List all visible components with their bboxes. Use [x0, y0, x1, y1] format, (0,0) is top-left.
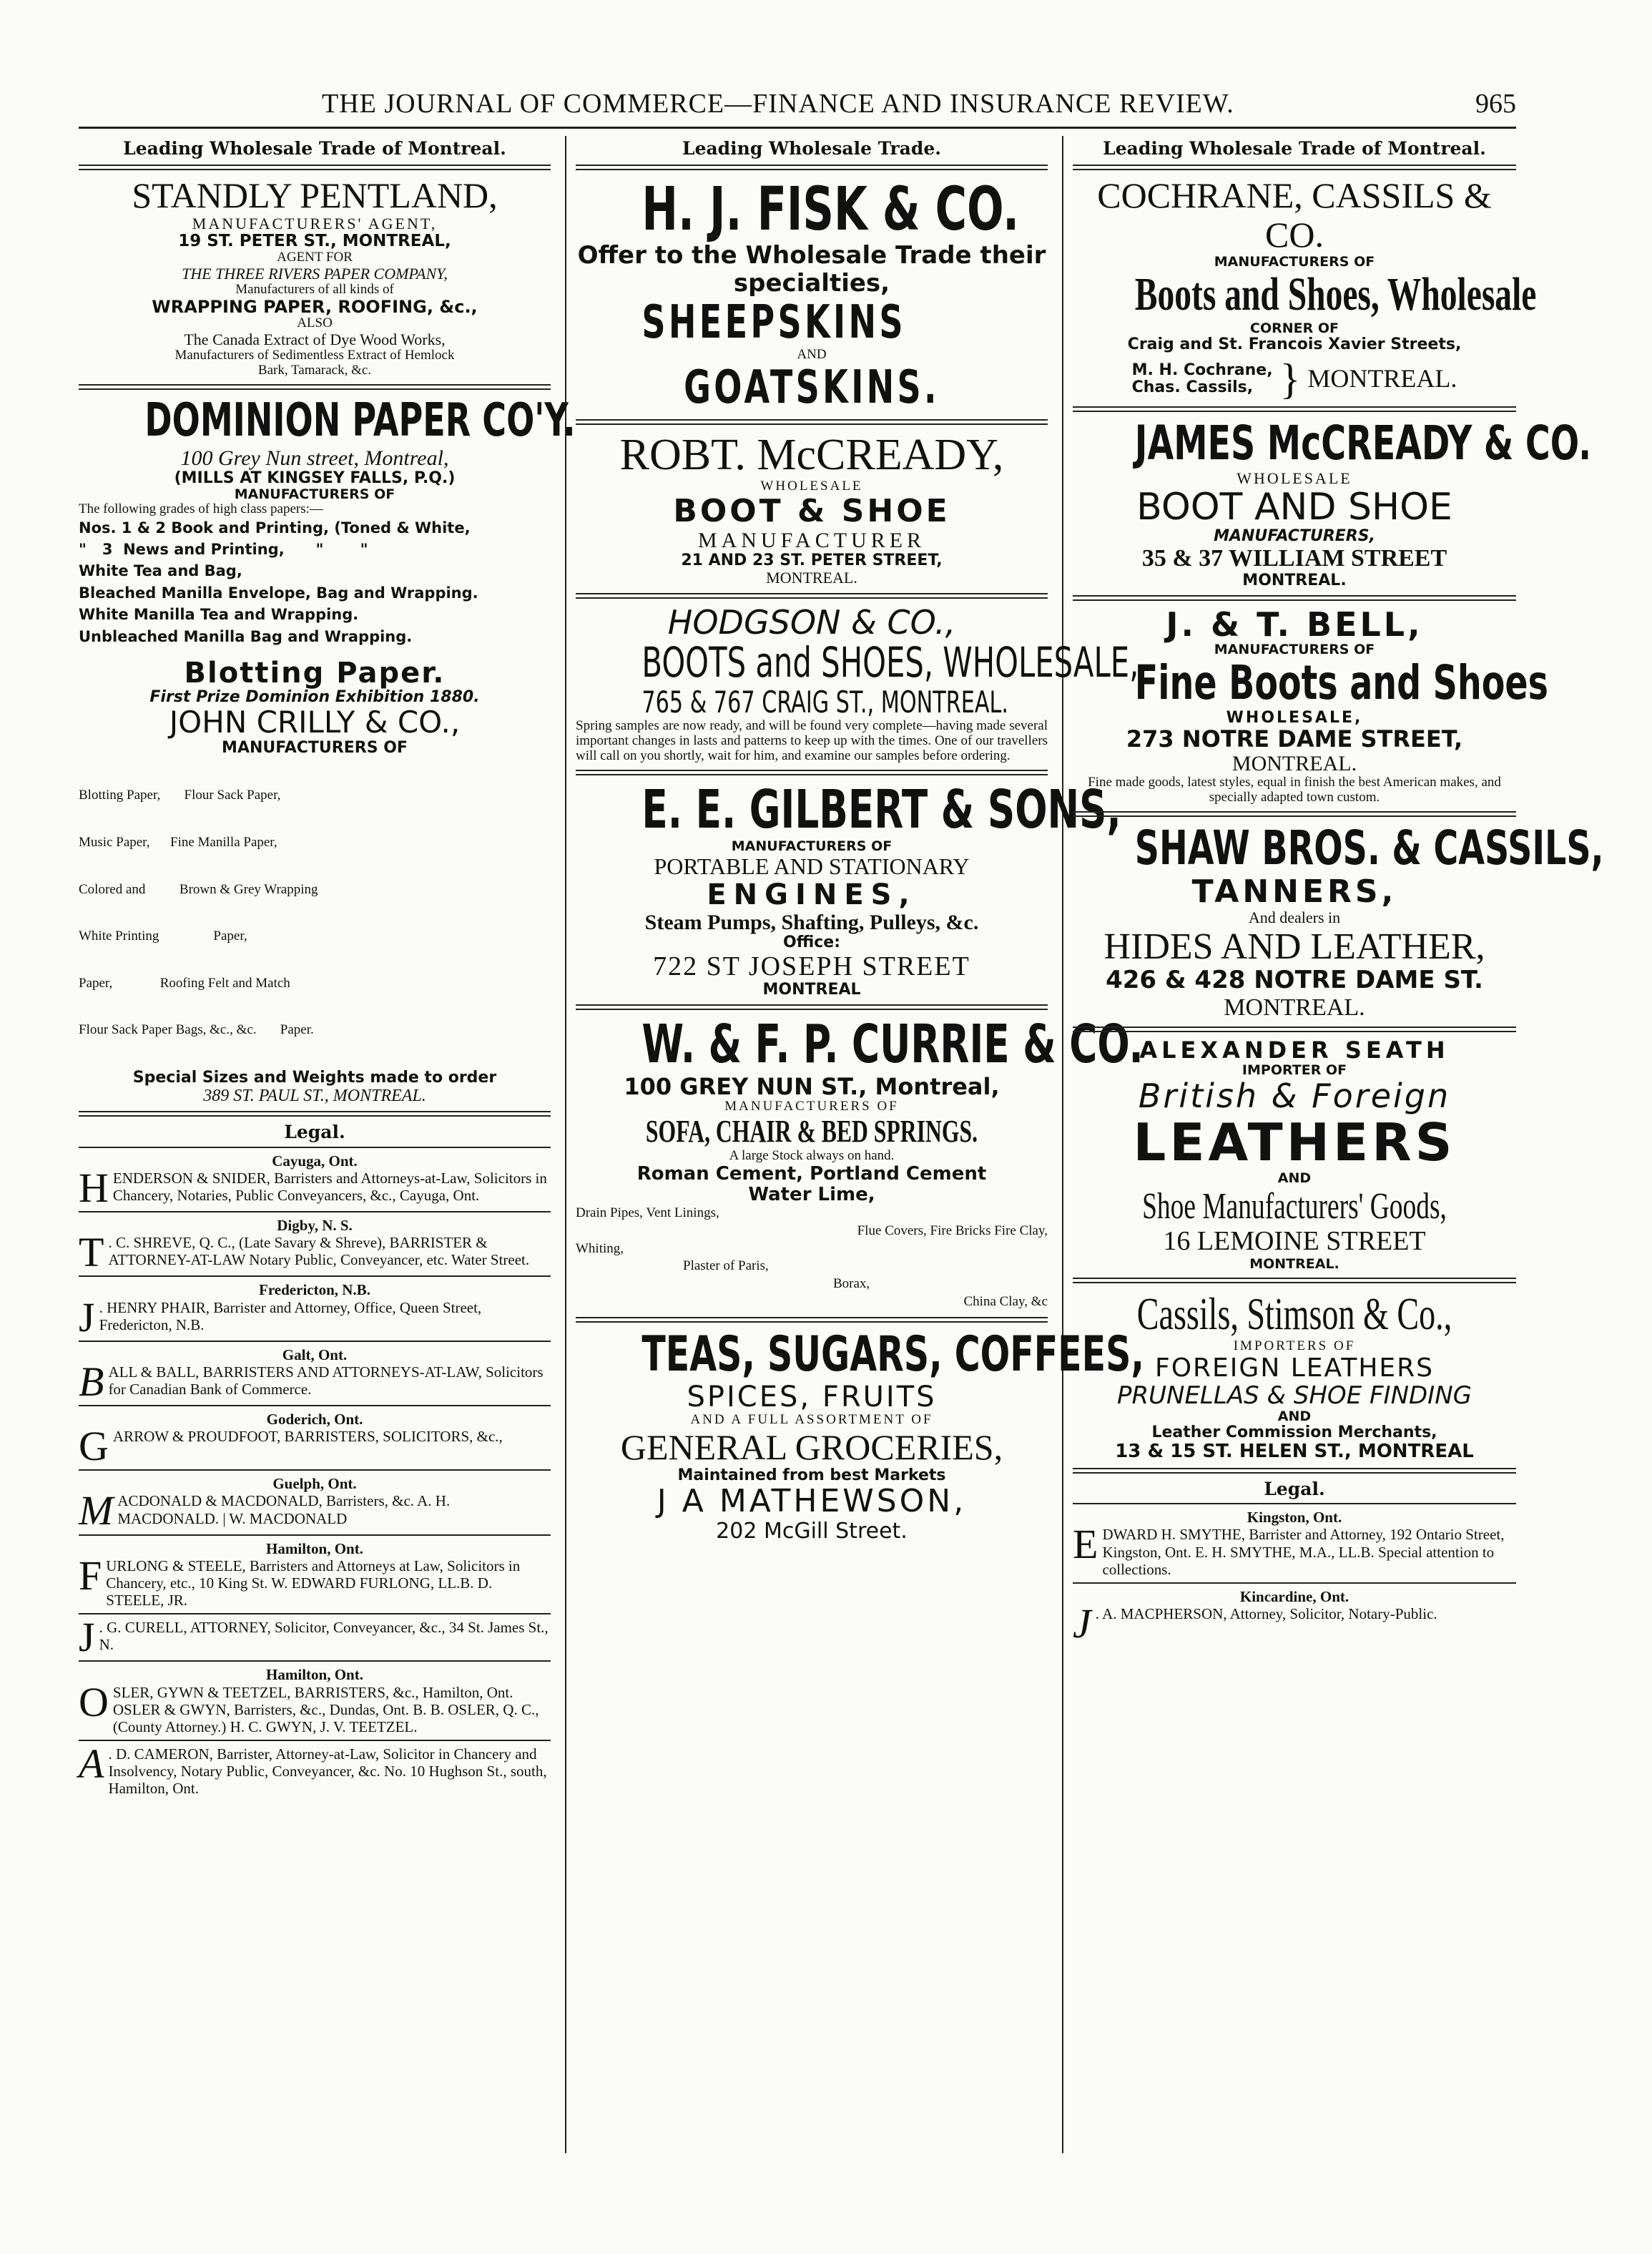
ad-line: MANUFACTURERS OF: [234, 486, 395, 502]
legal-text: . C. SHREVE, Q. C., (Late Savary & Shreve), BARRISTER & ATTORNEY-AT-LAW Notary Public, Conveyancer, etc. Water Street.: [108, 1234, 530, 1269]
column-middle: [576, 136, 1144, 2153]
ad-line: AND: [1277, 1170, 1312, 1187]
legal-entry: [79, 1666, 551, 1735]
rule: [1073, 811, 1516, 817]
ad-ee-gilbert: [576, 778, 1121, 999]
legal-place: Guelph, Ont.: [272, 1475, 357, 1493]
rule: [576, 165, 1048, 170]
rule: [79, 1660, 551, 1662]
ad-name: ALEXANDER SEATH: [1139, 1037, 1450, 1064]
ad-line: Manufacturers of Sedimentless Extract of Hemlock: [174, 348, 455, 363]
ad-line: WHOLESALE: [760, 478, 863, 494]
legal-text: ARROW & PROUDFOOT, BARRISTERS, SOLICITORS, &c.,: [112, 1428, 503, 1446]
legal-initial: B: [79, 1358, 104, 1405]
ad-line: MANUFACTURERS OF: [222, 738, 408, 757]
ad-heading: Blotting Paper.: [184, 657, 446, 690]
ad-line: And dealers in: [1248, 908, 1341, 927]
legal-text: . D. CAMERON, Barrister, Attorney-at-Law, Solicitor in Chancery and Insolvency, Notary Public, Conveyancer, &c. No. 10 Hughson St., south, Hamilton, Ont.: [108, 1745, 547, 1798]
ad-product: BOOT AND SHOE: [1136, 485, 1452, 529]
ad-mathewson: [576, 1326, 1144, 1544]
ad-product-list: [576, 1205, 1048, 1310]
ad-name: JAMES McCREADY & CO.: [1134, 416, 1592, 471]
ad-address: 100 Grey Nun street, Montreal,: [180, 446, 449, 470]
ad-partners: [1073, 358, 1516, 401]
legal-text: URLONG & STEELE, Barristers and Attorneys at Law, Solicitors in Chancery, etc., 10 King St. W. EDWARD FURLONG, LL.B. D. STEELE, JR.: [106, 1557, 521, 1609]
ad-line: MONTREAL.: [1224, 994, 1365, 1021]
ad-name: W. & F. P. CURRIE & CO.: [641, 1014, 1144, 1076]
ad-address: 389 ST. PAUL ST., MONTREAL.: [203, 1086, 426, 1105]
ad-name: DOMINION PAPER CO'Y.: [144, 394, 576, 448]
product-line: White Printing Paper,: [79, 928, 247, 944]
legal-text: ALL & BALL, BARRISTERS AND ATTORNEYS-AT-LAW, Solicitors for Canadian Bank of Commerce.: [108, 1363, 544, 1398]
rule: [1073, 165, 1516, 170]
ad-address: 100 GREY NUN ST., Montreal,: [624, 1072, 1000, 1100]
ad-line: MONTREAL.: [1307, 364, 1457, 393]
legal-entry: [79, 1346, 551, 1405]
ad-name: ROBT. McCREADY,: [619, 430, 1004, 479]
product-line: Paper, Roofing Felt and Match: [79, 975, 290, 991]
legal-entry: [1073, 1509, 1516, 1578]
product-line: Plaster of Paris,: [683, 1258, 769, 1274]
legal-entry: [79, 1614, 551, 1661]
ad-product: Boots and Shoes, Wholesale: [1134, 268, 1537, 321]
rule: [79, 1341, 551, 1342]
ad-line: THE THREE RIVERS PAPER COMPANY,: [182, 264, 448, 283]
product-line: Borax,: [833, 1276, 870, 1292]
ad-line: Manufacturers of all kinds of: [235, 282, 394, 298]
product-line: Music Paper, Fine Manilla Paper,: [79, 834, 277, 850]
rule: [79, 1405, 551, 1406]
column-right: [1073, 136, 1604, 2153]
ad-product: BOOT & SHOE: [673, 492, 950, 529]
ad-line: First Prize Dominion Exhibition 1880.: [149, 688, 480, 707]
section-caption: Leading Wholesale Trade of Montreal.: [123, 138, 506, 159]
ad-line: PORTABLE AND STATIONARY: [654, 853, 970, 880]
rule: [1073, 1026, 1516, 1032]
ad-line: AGENT FOR: [277, 249, 353, 265]
header-rule: [79, 127, 1516, 129]
ad-line: The following grades of high class papers:—: [79, 501, 323, 516]
ad-line: PRUNELLAS & SHOE FINDING: [1117, 1381, 1472, 1410]
legal-initial: A: [79, 1740, 104, 1787]
ad-john-crilly: [79, 657, 551, 1105]
legal-text: SLER, GYWN & TEETZEL, BARRISTERS, &c., Hamilton, Ont. OSLER & GWYN, Barristers, &c., Dundas, Ont. B. B. OSLER, Q. C., (County Attorney.) H. C. GWYN, J. V. TEETZEL.: [112, 1683, 539, 1735]
ad-address: 19 ST. PETER ST., MONTREAL,: [178, 231, 451, 250]
legal-place: Kingston, Ont.: [1247, 1509, 1342, 1527]
ad-name: E. E. GILBERT & SONS,: [641, 778, 1121, 841]
legal-entry: [79, 1740, 551, 1798]
ad-line: MANUFACTURERS OF: [731, 838, 893, 855]
legal-initial: M: [79, 1487, 114, 1534]
legal-place: Fredericton, N.B.: [259, 1281, 370, 1299]
ad-hj-fisk: [576, 173, 1048, 415]
legal-initial: G: [79, 1423, 109, 1470]
ad-line: Leather Commission Merchants,: [1151, 1423, 1437, 1441]
journal-title: THE JOURNAL OF COMMERCE—FINANCE AND INSURANCE REVIEW.: [322, 89, 1234, 119]
legal-place: Digby, N. S.: [277, 1217, 353, 1235]
partner-name: Chas. Cassils,: [1131, 378, 1254, 397]
section-caption: Leading Wholesale Trade.: [682, 138, 941, 159]
ad-jt-bell: [1073, 604, 1548, 805]
product-line: Colored and Brown & Grey Wrapping: [79, 881, 318, 897]
ad-product: BOOTS and SHOES, WHOLESALE,: [641, 638, 1139, 687]
ad-cassils-stimson: [1073, 1289, 1516, 1462]
grade-item: Nos. 1 & 2 Book and Printing, (Toned & White,: [79, 519, 471, 536]
legal-initial: J: [79, 1293, 95, 1341]
brace-glyph: }: [1279, 356, 1301, 403]
ad-line: ALSO: [297, 315, 333, 331]
legal-text: . G. CURELL, ATTORNEY, Solicitor, Conveyancer, &c., 34 St. James St., N.: [99, 1619, 549, 1654]
ad-line: MONTREAL: [762, 981, 861, 999]
ad-line: Maintained from best Markets: [677, 1466, 946, 1485]
rule: [1073, 1582, 1516, 1584]
ad-body: Spring samples are now ready, and will be found very complete—having made several important changes in lasts and patterns to keep up with the times. One of our travellers will call on you shortly, wait for him, and examine our samples before ordering.: [576, 718, 1048, 763]
ad-product: FOREIGN LEATHERS: [1155, 1353, 1434, 1383]
product-line: China Clay, &c: [963, 1293, 1048, 1309]
product-line: Whiting,: [576, 1240, 624, 1256]
paper-grades: [79, 517, 551, 648]
ad-address: 202 McGill Street.: [716, 1518, 908, 1544]
ad-line: MANUFACTURERS OF: [1214, 253, 1375, 270]
ad-line: AND A FULL ASSORTMENT OF: [690, 1412, 933, 1428]
ad-heading: TEAS, SUGARS, COFFEES,: [641, 1326, 1144, 1383]
ad-line: MONTREAL.: [766, 569, 857, 587]
ad-product: HIDES AND LEATHER,: [1103, 926, 1485, 968]
page-header: [79, 82, 1516, 125]
ad-address: 13 & 15 ST. HELEN ST., MONTREAL: [1115, 1441, 1474, 1463]
ad-product: LEATHERS: [1133, 1112, 1456, 1172]
rule: [79, 384, 551, 390]
page-number: 965: [1475, 89, 1516, 119]
legal-initial: F: [79, 1552, 102, 1599]
legal-entry: [79, 1411, 551, 1470]
rule: [79, 1211, 551, 1212]
ad-line: TANNERS,: [1191, 873, 1397, 910]
ad-name: SHAW BROS. & CASSILS,: [1134, 820, 1604, 876]
rule: [79, 1469, 551, 1471]
legal-listings: [79, 1152, 551, 1798]
product-line: Drain Pipes, Vent Linings,: [576, 1205, 719, 1221]
ad-line: A large Stock always on hand.: [729, 1148, 895, 1164]
legal-text: . HENRY PHAIR, Barrister and Attorney, Office, Queen Street, Fredericton, N.B.: [99, 1298, 482, 1333]
column-left: [79, 136, 576, 2153]
grade-item: Unbleached Manilla Bag and Wrapping.: [79, 627, 413, 645]
partner-name: M. H. Cochrane,: [1131, 361, 1273, 379]
ad-line: Shoe Manufacturers' Goods,: [1142, 1185, 1447, 1227]
ad-line: Water Lime,: [748, 1183, 875, 1205]
ad-cochrane-cassils: [1073, 175, 1537, 403]
legal-entry: [1073, 1587, 1516, 1647]
legal-initial: T: [79, 1229, 104, 1276]
ad-line: Steam Pumps, Shafting, Pulleys, &c.: [644, 911, 979, 935]
rule: [1073, 1278, 1516, 1283]
ad-line: British & Foreign: [1138, 1077, 1451, 1116]
legal-initial: J: [1073, 1599, 1091, 1647]
ad-name: HODGSON & CO.,: [667, 602, 956, 642]
ad-address: 765 & 767 CRAIG ST., MONTREAL.: [641, 684, 1008, 720]
ad-line: (MILLS AT KINGSEY FALLS, P.Q.): [174, 469, 456, 487]
rule: [1073, 1503, 1516, 1504]
ad-name: STANDLY PENTLAND,: [132, 175, 498, 215]
legal-place: Kincardine, Ont.: [1239, 1587, 1349, 1605]
rule: [1073, 595, 1516, 601]
rule: [79, 1275, 551, 1277]
ad-line: MANUFACTURERS' AGENT,: [192, 214, 438, 232]
legal-place: Goderich, Ont.: [266, 1411, 363, 1429]
ad-shaw-bros: [1073, 820, 1604, 1021]
rule: [576, 770, 1048, 775]
ad-line: Bark, Tamarack, &c.: [257, 363, 372, 378]
legal-entry: [79, 1540, 551, 1609]
ad-name: J A MATHEWSON,: [657, 1483, 967, 1520]
grade-item: White Tea and Bag,: [79, 562, 242, 580]
rule: [79, 1147, 551, 1148]
rule: [79, 1111, 551, 1117]
legal-place: Galt, Ont.: [282, 1346, 348, 1363]
legal-text: ENDERSON & SNIDER, Barristers and Attorneys-at-Law, Solicitors in Chancery, Notaries, Public Conveyancers, &c., Cayuga, Ont.: [112, 1169, 547, 1204]
ad-name: J. & T. BELL,: [1166, 604, 1423, 644]
ad-line: MONTREAL.: [1242, 571, 1347, 589]
section-caption: Legal.: [284, 1122, 345, 1143]
product-line: Blotting Paper, Flour Sack Paper,: [79, 788, 281, 803]
ad-line: Offer to the Wholesale Trade their specialties,: [577, 240, 1046, 298]
journal-page: [79, 68, 1604, 2142]
ad-address: 426 & 428 NOTRE DAME ST.: [1106, 966, 1483, 995]
rule: [576, 1004, 1048, 1010]
product-line: Flue Covers, Fire Bricks Fire Clay,: [857, 1223, 1048, 1239]
grade-item: Bleached Manilla Envelope, Bag and Wrapping.: [79, 584, 478, 602]
ad-line: Craig and St. Francois Xavier Streets,: [1127, 335, 1462, 353]
ad-james-mccready: [1073, 416, 1592, 589]
ad-address: 35 & 37 WILLIAM STREET: [1141, 545, 1447, 572]
product-line: Flour Sack Paper Bags, &c., &c. Paper.: [79, 1022, 314, 1038]
ad-hodgson: [576, 602, 1139, 764]
ad-line: WHOLESALE,: [1226, 708, 1363, 727]
ad-address: 722 ST JOSEPH STREET: [653, 951, 970, 981]
rule: [576, 593, 1048, 599]
ad-line: MANUFACTURERS OF: [1214, 642, 1375, 658]
ad-product: GOATSKINS.: [684, 361, 940, 415]
grade-item: " 3 News and Printing, " ": [79, 541, 368, 558]
ad-standly-pentland: [79, 176, 551, 379]
ad-product-list: [79, 757, 551, 1069]
legal-initial: H: [79, 1164, 109, 1211]
rule: [79, 165, 551, 170]
legal-text: ACDONALD & MACDONALD, Barristers, &c. A. H. MACDONALD. | W. MACDONALD: [117, 1492, 451, 1527]
ad-product: Fine Boots and Shoes: [1134, 655, 1548, 711]
rule: [79, 1534, 551, 1536]
ad-products: WRAPPING PAPER, ROOFING, &c.,: [152, 296, 478, 317]
ad-name: Cassils, Stimson & Co.,: [1136, 1288, 1452, 1339]
ad-line: WHOLESALE: [1236, 469, 1352, 487]
rule: [1073, 1468, 1516, 1474]
ad-line: The Canada Extract of Dye Wood Works,: [184, 330, 446, 349]
ad-body: Fine made goods, latest styles, equal in finish the best American makes, and specially adapted town custom.: [1088, 775, 1501, 805]
ad-name: H. J. FISK & CO.: [641, 173, 1020, 244]
ad-product: ENGINES,: [707, 878, 917, 912]
ad-line: IMPORTER OF: [1242, 1062, 1347, 1079]
ad-product: GENERAL GROCERIES,: [620, 1427, 1003, 1468]
ad-address: 16 LEMOINE STREET: [1163, 1226, 1426, 1257]
legal-place: Cayuga, Ont.: [272, 1152, 358, 1170]
ad-name: COCHRANE, CASSILS & CO.: [1097, 175, 1492, 255]
legal-text: DWARD H. SMYTHE, Barrister and Attorney, 192 Ontario Street, Kingston, Ont. E. H. SMYTHE, M.A., LL.B. Special attention to collections.: [1102, 1526, 1505, 1578]
ad-line: MANUFACTURERS OF: [724, 1099, 899, 1114]
legal-initial: J: [79, 1614, 95, 1661]
partner-list: [1132, 362, 1273, 396]
rule: [79, 1613, 551, 1614]
ad-line: CORNER OF: [1250, 320, 1339, 336]
ad-alexander-seath: [1073, 1038, 1516, 1272]
legal-place: Hamilton, Ont.: [266, 1539, 363, 1557]
ad-line: MANUFACTURER: [697, 529, 926, 553]
ad-line: MANUFACTURERS,: [1214, 527, 1375, 546]
ad-product: SHEEPSKINS: [641, 296, 906, 350]
rule: [79, 1740, 551, 1741]
legal-text: . A. MACPHERSON, Attorney, Solicitor, Notary-Public.: [1095, 1604, 1437, 1622]
ad-line: IMPORTERS OF: [1233, 1338, 1356, 1354]
ad-line: MONTREAL.: [1249, 1255, 1339, 1272]
ad-line: Roman Cement, Portland Cement: [636, 1163, 987, 1185]
ad-line: AND: [797, 347, 827, 363]
ad-address: 21 AND 23 ST. PETER STREET,: [681, 552, 943, 570]
section-caption: Legal.: [1264, 1478, 1325, 1499]
rule: [576, 1317, 1048, 1323]
ad-line: Office:: [783, 934, 840, 952]
legal-entry: [79, 1217, 551, 1276]
rule: [576, 419, 1048, 425]
legal-initial: E: [1073, 1521, 1098, 1568]
ad-dominion-paper: [79, 394, 576, 647]
ad-currie: [576, 1014, 1144, 1310]
ad-line: MONTREAL.: [1231, 752, 1357, 776]
ad-line: AND: [1277, 1408, 1312, 1425]
ad-line: SPICES, FRUITS: [687, 1381, 937, 1414]
legal-entry: [79, 1281, 551, 1341]
legal-entry: [79, 1152, 551, 1211]
legal-place: Hamilton, Ont.: [266, 1666, 363, 1684]
grade-item: White Manilla Tea and Wrapping.: [79, 606, 359, 624]
column-divider: [1062, 136, 1063, 2153]
ad-name: JOHN CRILLY & CO.,: [169, 705, 461, 740]
ad-line: Special Sizes and Weights made to order: [132, 1068, 497, 1087]
rule: [1073, 406, 1516, 412]
legal-initial: O: [79, 1678, 109, 1725]
ad-robt-mccready: [576, 431, 1048, 587]
ad-product: SOFA, CHAIR & BED SPRINGS.: [645, 1113, 978, 1149]
ad-address: 273 NOTRE DAME STREET,: [1126, 725, 1463, 753]
legal-entry: [79, 1475, 551, 1534]
section-caption: Leading Wholesale Trade of Montreal.: [1103, 138, 1486, 159]
